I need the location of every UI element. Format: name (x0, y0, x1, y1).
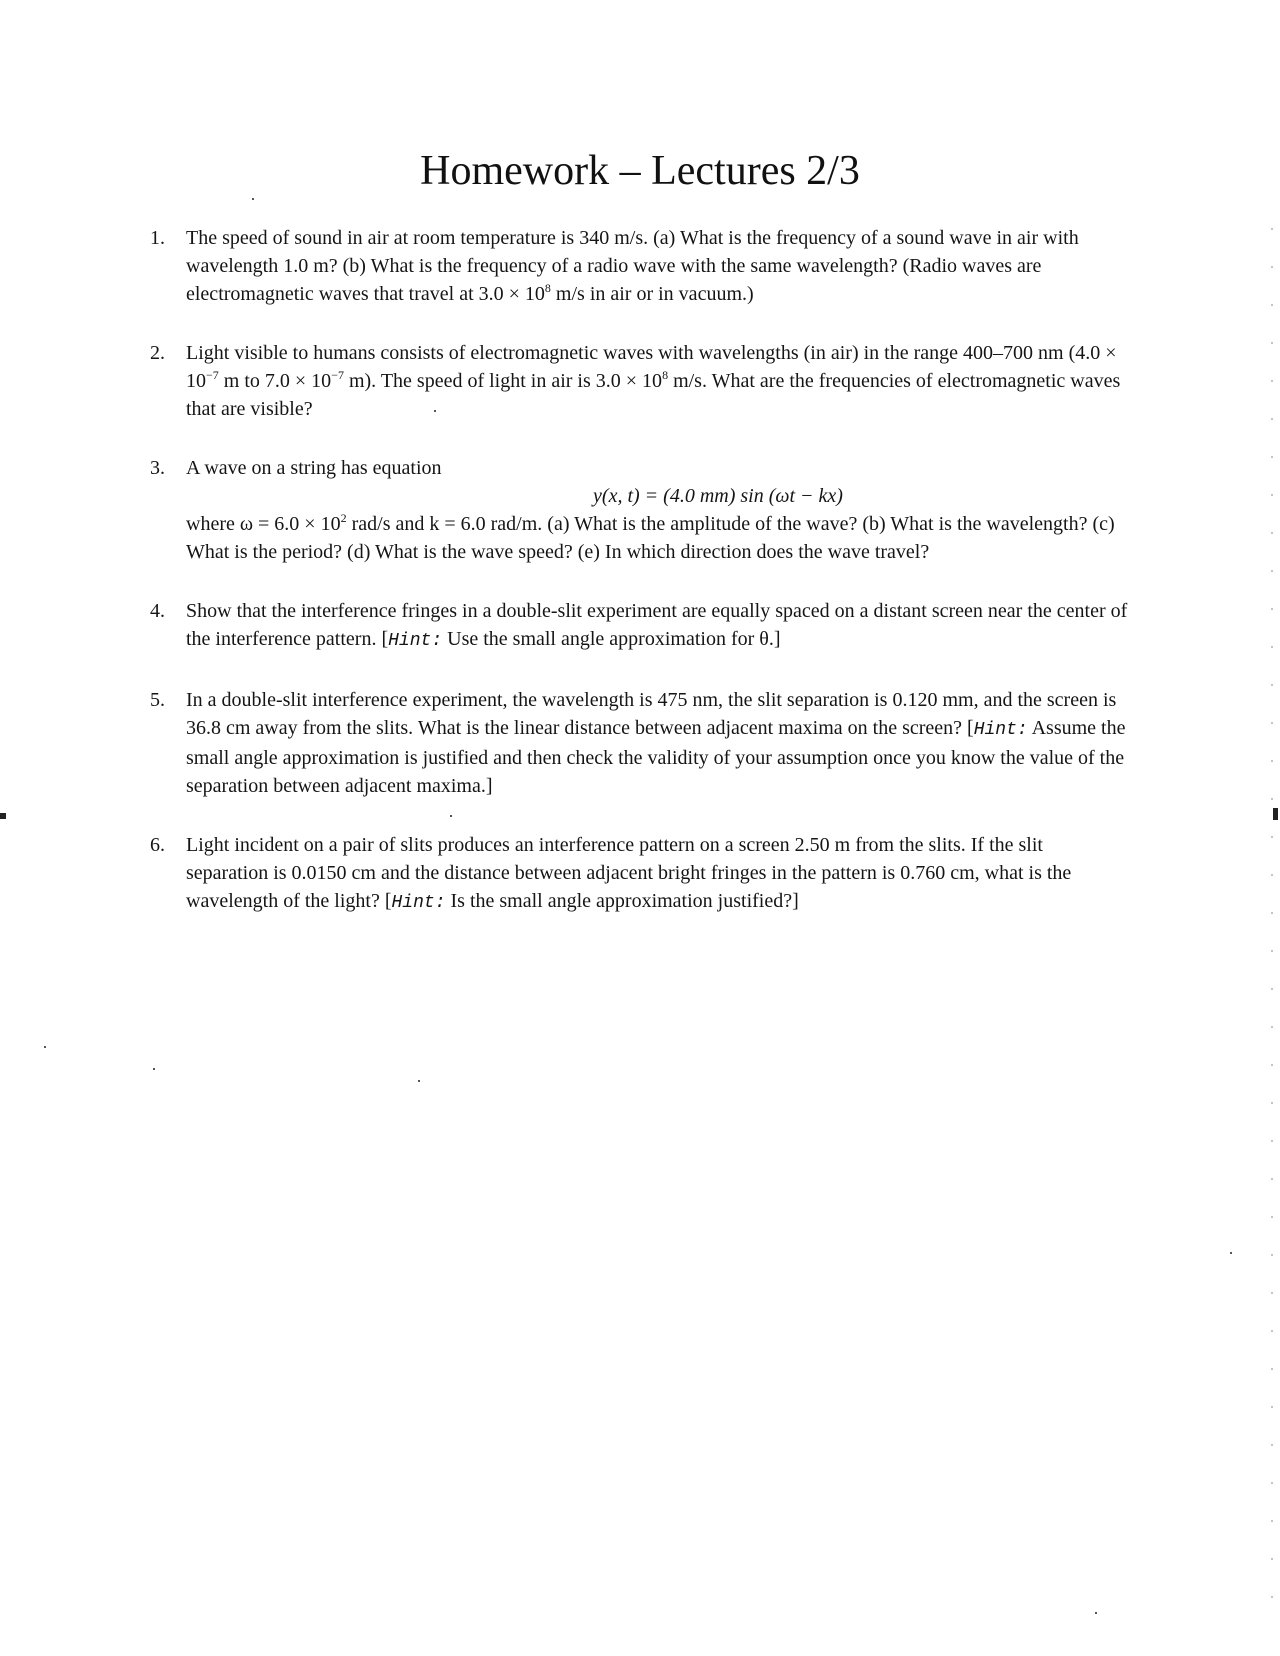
problem-1 (150, 224, 1130, 308)
scan-speck (252, 198, 254, 200)
scan-speck (153, 1068, 155, 1070)
problem-text-part: where ω = 6.0 × 10 (186, 513, 341, 535)
problem-number: 3. (150, 457, 165, 479)
page-title: Homework – Lectures 2/3 (420, 148, 860, 194)
scan-speck (434, 410, 436, 412)
problem-text (186, 227, 1079, 305)
scan-edge-mark (0, 813, 6, 819)
problem-text-part: Light incident on a pair of slits produces an interference pattern on a screen 2.50 m from the slits. If the slit separation is 0.0150 cm and the distance between adjacent bright fringes in the pattern is 0.760 cm, what is the wavelength of the light? [ (186, 834, 1072, 912)
problem-text-part: m/s in air or in vacuum.) (550, 283, 754, 305)
problem-intro: A wave on a string has equation (186, 457, 442, 479)
exponent: 8 (544, 281, 551, 295)
problem-4 (150, 597, 1130, 655)
exponent: −7 (331, 368, 344, 382)
problem-text-part: Assume the small angle approximation is justified and then check the validity of your assumption once you know the value of the separation between adjacent maxima.] (186, 717, 1126, 797)
problem-text-part: Use the small angle approximation for θ.] (442, 628, 781, 650)
scan-speck (1230, 1252, 1232, 1254)
problem-number: 4. (150, 600, 165, 622)
problem-6 (150, 831, 1130, 917)
exponent: 8 (662, 368, 669, 382)
exponent: 2 (340, 511, 347, 525)
problem-number: 1. (150, 227, 165, 249)
problem-text (186, 689, 1125, 797)
problem-3 (150, 454, 1130, 566)
problem-text-part: m). The speed of light in air is 3.0 × 10 (343, 370, 663, 392)
problem-2 (150, 339, 1130, 423)
problem-text-part: m/s. What are the frequencies of electromagnetic waves that are visible? (186, 370, 1121, 420)
problem-text-part: m to 7.0 × 10 (218, 370, 332, 392)
exponent: −7 (206, 368, 219, 382)
scan-speck (44, 1046, 46, 1048)
problem-text (186, 600, 1127, 650)
wave-equation (186, 482, 1130, 510)
problem-text-part: Light visible to humans consists of electromagnetic waves with wavelengths (in air) in the range 400–700 nm (4.0 × 10 (186, 342, 1117, 392)
problem-text-part: rad/s and k = 6.0 rad/m. (a) What is the amplitude of the wave? (b) What is the wavelength? (c) What is the period? (d) What is the wave speed? (e) In which direction does the wave travel? (186, 513, 1115, 563)
hint-label: Hint: (388, 631, 443, 651)
problem-5 (150, 686, 1130, 800)
problem-number: 6. (150, 834, 165, 856)
problem-number: 5. (150, 689, 165, 711)
hint-label: Hint: (973, 720, 1028, 740)
scan-speck (450, 815, 452, 817)
problem-text (186, 834, 1071, 912)
scan-speck (1095, 1612, 1097, 1614)
scan-speck (418, 1080, 420, 1082)
problem-text-part: In a double-slit interference experiment, the wavelength is 475 nm, the slit separation is 0.120 mm, and the screen is 36.8 cm away from the slits. What is the linear distance between adjacent maxima on the screen? [ (186, 689, 1117, 739)
problem-text (186, 510, 1130, 566)
equation-text: y(x, t) = (4.0 mm) sin (ωt − kx) (593, 485, 843, 507)
problem-text-part: The speed of sound in air at room temperature is 340 m/s. (a) What is the frequency of a sound wave in air with wavelength 1.0 m? (b) What is the frequency of a radio wave with the same wavelength? (Radio waves are electromagnetic waves that travel at 3.0 × 10 (186, 227, 1079, 305)
problem-list (150, 224, 1130, 948)
hint-label: Hint: (391, 893, 446, 913)
problem-number: 2. (150, 342, 165, 364)
problem-text-part: Show that the interference fringes in a double-slit experiment are equally spaced on a distant screen near the center of the interference pattern. [ (186, 600, 1128, 650)
problem-text (186, 342, 1120, 420)
problem-text-part: Is the small angle approximation justified?] (445, 890, 799, 912)
scan-noise (1270, 210, 1274, 1610)
